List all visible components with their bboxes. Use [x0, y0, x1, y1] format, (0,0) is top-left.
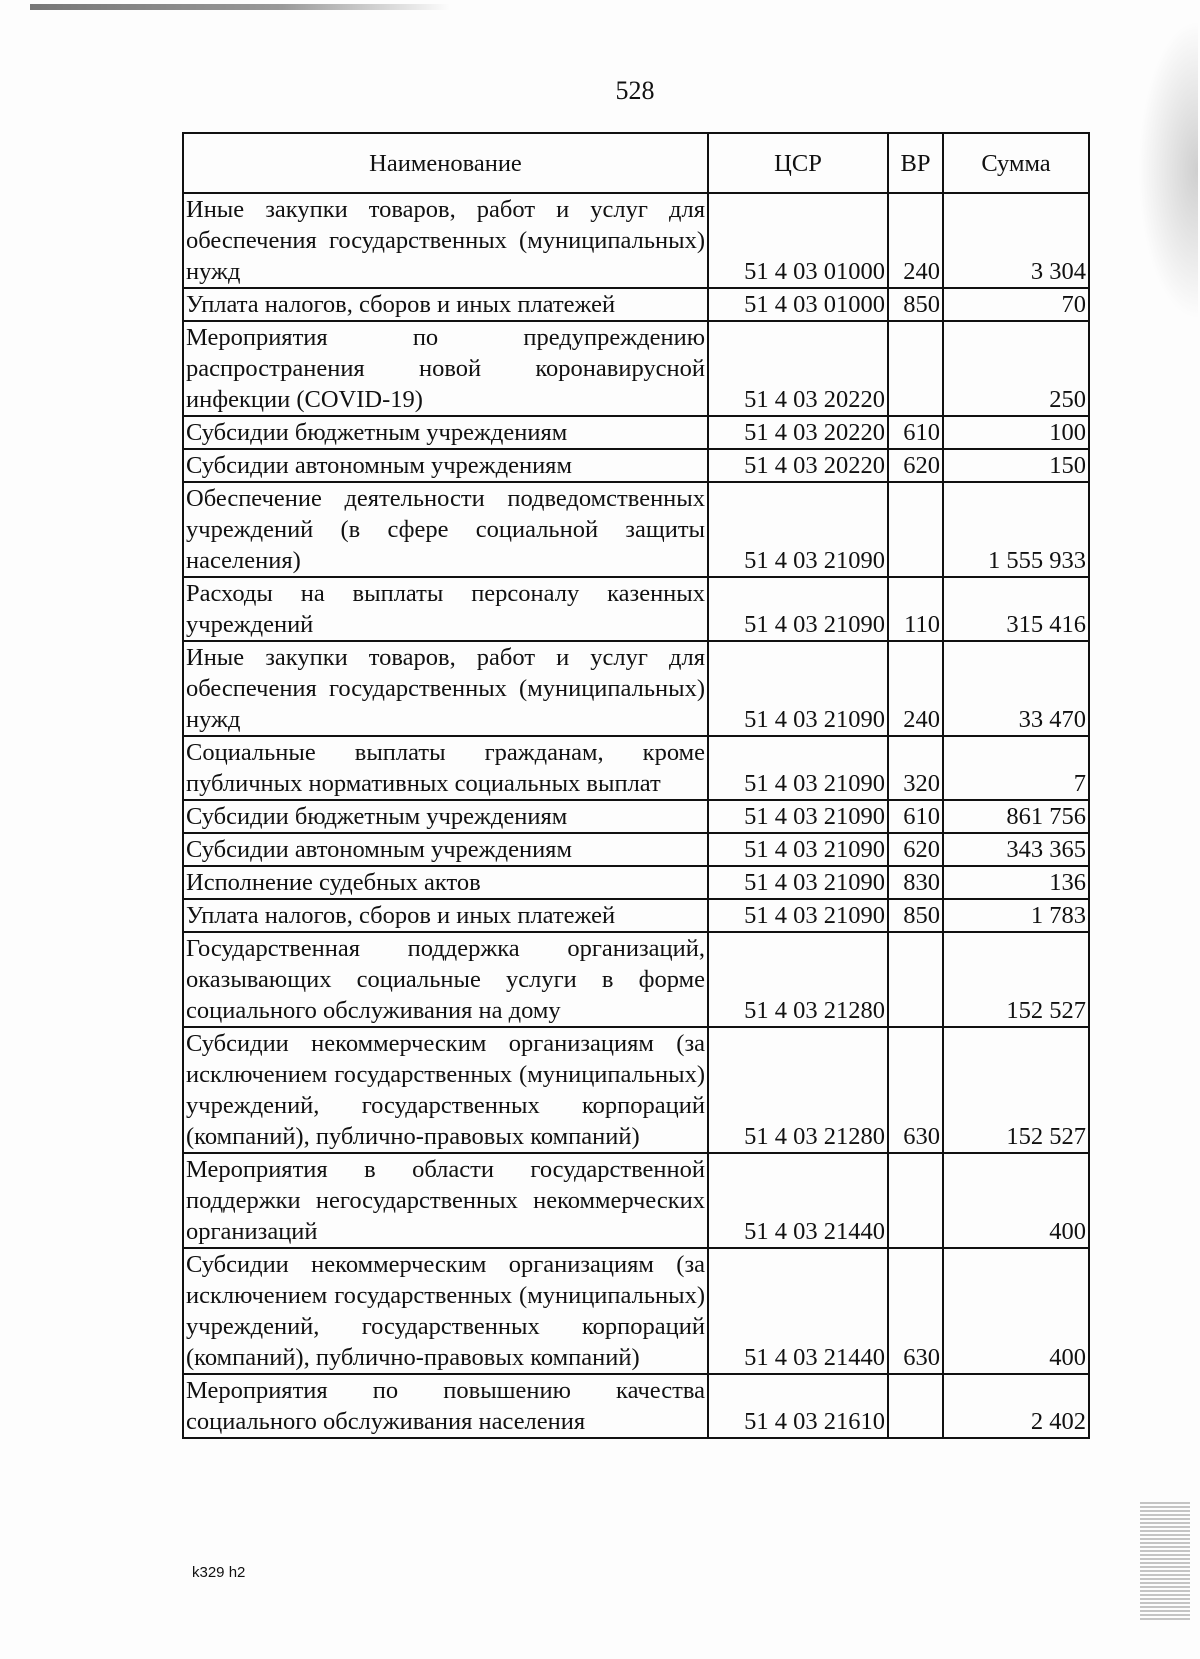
row-csr: 51 4 03 21090: [708, 800, 888, 833]
row-sum: 33 470: [943, 641, 1089, 736]
row-vr: 830: [888, 866, 943, 899]
row-sum: 1 783: [943, 899, 1089, 932]
row-name: Уплата налогов, сборов и иных платежей: [183, 288, 708, 321]
row-csr: 51 4 03 21280: [708, 932, 888, 1027]
table-row: [183, 899, 1089, 932]
row-name: Исполнение судебных актов: [183, 866, 708, 899]
scan-edge-noise: [1140, 1500, 1190, 1620]
row-name: Обеспечение деятельности подведомственных учреждений (в сфере социальной защиты населения): [183, 482, 708, 577]
row-name: Социальные выплаты гражданам, кроме публичных нормативных социальных выплат: [183, 736, 708, 800]
row-csr: 51 4 03 21090: [708, 833, 888, 866]
row-name: Субсидии некоммерческим организациям (за исключением государственных (муниципальных) учреждений, государственных корпораций (компаний), публично-правовых компаний): [183, 1248, 708, 1374]
row-name: Субсидии автономным учреждениям: [183, 449, 708, 482]
row-name: Расходы на выплаты персоналу казенных учреждений: [183, 577, 708, 641]
table-row: [183, 641, 1089, 736]
table-row: [183, 1248, 1089, 1374]
table-row: [183, 449, 1089, 482]
row-csr: 51 4 03 21090: [708, 736, 888, 800]
row-sum: 136: [943, 866, 1089, 899]
budget-table: [182, 132, 1090, 1439]
row-csr: 51 4 03 01000: [708, 193, 888, 288]
header-vr: ВР: [888, 133, 943, 193]
row-vr: 630: [888, 1248, 943, 1374]
row-csr: 51 4 03 21090: [708, 866, 888, 899]
table-row: [183, 1374, 1089, 1438]
page-number: 528: [615, 76, 655, 105]
table-row: [183, 736, 1089, 800]
table-row: [183, 1153, 1089, 1248]
row-sum: 2 402: [943, 1374, 1089, 1438]
row-name: Уплата налогов, сборов и иных платежей: [183, 899, 708, 932]
scan-edge-shadow: [30, 4, 450, 10]
row-vr: 240: [888, 193, 943, 288]
row-vr: 320: [888, 736, 943, 800]
row-vr: 620: [888, 449, 943, 482]
row-sum: 400: [943, 1248, 1089, 1374]
row-sum: 250: [943, 321, 1089, 416]
row-sum: 152 527: [943, 932, 1089, 1027]
row-name: Иные закупки товаров, работ и услуг для обеспечения государственных (муниципальных) нужд: [183, 641, 708, 736]
footer-code: k329 h2: [192, 1564, 246, 1581]
header-csr: ЦСР: [708, 133, 888, 193]
row-vr: [888, 321, 943, 416]
row-csr: 51 4 03 21090: [708, 482, 888, 577]
row-name: Субсидии автономным учреждениям: [183, 833, 708, 866]
row-sum: 1 555 933: [943, 482, 1089, 577]
row-name: Мероприятия по повышению качества социального обслуживания населения: [183, 1374, 708, 1438]
row-sum: 7: [943, 736, 1089, 800]
row-vr: 610: [888, 800, 943, 833]
table-row: [183, 932, 1089, 1027]
table-header-row: [183, 133, 1089, 193]
row-csr: 51 4 03 01000: [708, 288, 888, 321]
row-sum: 861 756: [943, 800, 1089, 833]
table-row: [183, 800, 1089, 833]
row-csr: 51 4 03 21280: [708, 1027, 888, 1153]
row-sum: 150: [943, 449, 1089, 482]
row-vr: 610: [888, 416, 943, 449]
row-vr: [888, 932, 943, 1027]
table-row: [183, 577, 1089, 641]
row-vr: 850: [888, 899, 943, 932]
row-sum: 400: [943, 1153, 1089, 1248]
row-name: Субсидии бюджетным учреждениям: [183, 416, 708, 449]
row-sum: 100: [943, 416, 1089, 449]
row-csr: 51 4 03 21610: [708, 1374, 888, 1438]
row-sum: 152 527: [943, 1027, 1089, 1153]
row-csr: 51 4 03 20220: [708, 449, 888, 482]
row-csr: 51 4 03 21090: [708, 899, 888, 932]
row-vr: 110: [888, 577, 943, 641]
row-vr: [888, 1153, 943, 1248]
row-vr: 850: [888, 288, 943, 321]
row-csr: 51 4 03 20220: [708, 321, 888, 416]
row-vr: 630: [888, 1027, 943, 1153]
row-vr: 620: [888, 833, 943, 866]
row-sum: 70: [943, 288, 1089, 321]
row-sum: 3 304: [943, 193, 1089, 288]
table-row: [183, 482, 1089, 577]
row-vr: [888, 1374, 943, 1438]
row-csr: 51 4 03 20220: [708, 416, 888, 449]
table-row: [183, 416, 1089, 449]
header-name: Наименование: [183, 133, 708, 193]
row-sum: 343 365: [943, 833, 1089, 866]
row-name: Мероприятия в области государственной поддержки негосударственных некоммерческих организаций: [183, 1153, 708, 1248]
row-name: Государственная поддержка организаций, оказывающих социальные услуги в форме социального обслуживания на дому: [183, 932, 708, 1027]
row-name: Субсидии некоммерческим организациям (за исключением государственных (муниципальных) учреждений, государственных корпораций (компаний), публично-правовых компаний): [183, 1027, 708, 1153]
row-sum: 315 416: [943, 577, 1089, 641]
row-name: Субсидии бюджетным учреждениям: [183, 800, 708, 833]
table-row: [183, 833, 1089, 866]
table-row: [183, 193, 1089, 288]
row-name: Иные закупки товаров, работ и услуг для обеспечения государственных (муниципальных) нужд: [183, 193, 708, 288]
row-vr: [888, 482, 943, 577]
table-row: [183, 1027, 1089, 1153]
row-csr: 51 4 03 21440: [708, 1153, 888, 1248]
table-row: [183, 866, 1089, 899]
row-csr: 51 4 03 21440: [708, 1248, 888, 1374]
row-csr: 51 4 03 21090: [708, 641, 888, 736]
row-vr: 240: [888, 641, 943, 736]
header-sum: Сумма: [943, 133, 1089, 193]
table-row: [183, 321, 1089, 416]
row-csr: 51 4 03 21090: [708, 577, 888, 641]
scan-edge-shadow: [1138, 20, 1198, 320]
row-name: Мероприятия по предупреждению распространения новой коронавирусной инфекции (COVID-19): [183, 321, 708, 416]
table-row: [183, 288, 1089, 321]
